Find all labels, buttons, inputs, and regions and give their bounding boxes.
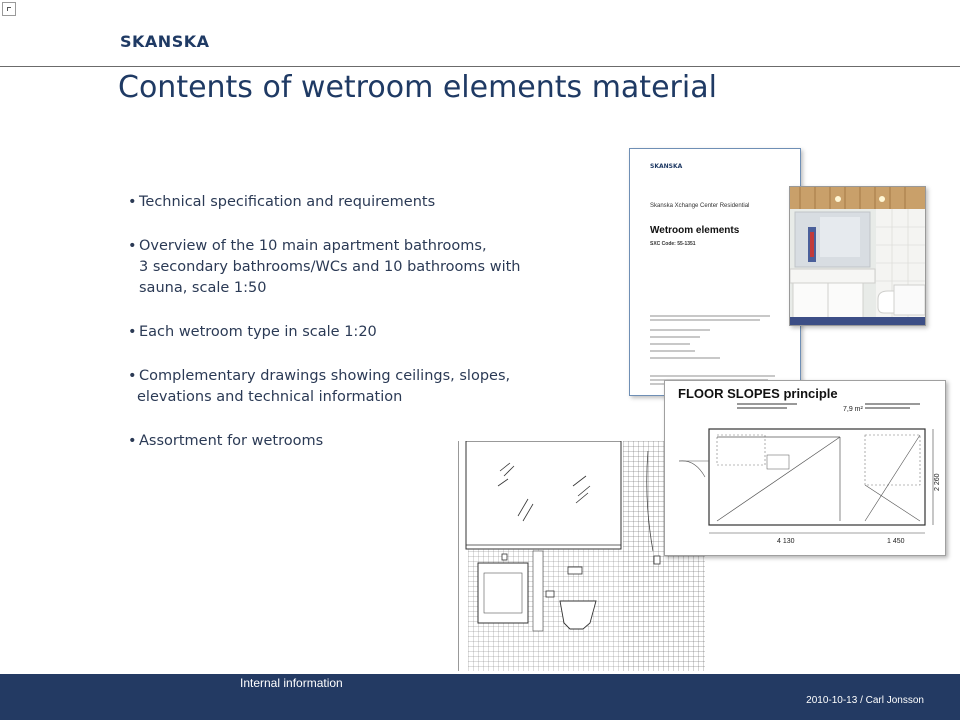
bullet-line: sauna, scale 1:50 (139, 280, 267, 296)
bullet-item (128, 322, 598, 343)
bullet-line: • Complementary drawings showing ceilings, slopes, (139, 368, 511, 384)
bullet-line: 3 secondary bathrooms/WCs and 10 bathrooms with (139, 259, 521, 275)
doc-text-line (650, 357, 720, 359)
doc-text-line (650, 375, 775, 377)
doc-text-line (650, 350, 695, 352)
plan-dim-side: 2 260 (934, 473, 941, 491)
doc-text-line (650, 343, 690, 345)
doc-text-line (650, 315, 770, 317)
skanska-logo: SKANSKA (120, 32, 210, 51)
bullet-line: • Technical specification and requirements (139, 194, 436, 210)
bathroom-photo (789, 186, 926, 326)
doc-text-line (650, 336, 700, 338)
doc-text-line (650, 319, 760, 321)
floor-plan-title: FLOOR SLOPES principle (678, 386, 838, 401)
doc-text-line (650, 329, 710, 331)
document-cover-thumbnail (629, 148, 801, 396)
footer-bar (0, 674, 960, 720)
corner-marker-icon (2, 2, 16, 16)
slide-title: Contents of wetroom elements material (118, 70, 717, 105)
plan-dim-bottom-1: 4 130 (777, 538, 795, 545)
footer-date-author: 2010-10-13 / Carl Jonsson (806, 695, 924, 706)
bullet-item (128, 366, 598, 408)
plan-area-label: 7,9 m² (843, 406, 863, 413)
bathroom-photo-illustration (790, 187, 925, 325)
doc-code: SXC Code: 55-1351 (650, 241, 696, 247)
bullet-line: elevations and technical information (137, 389, 403, 405)
floor-slopes-plan (664, 380, 946, 556)
footer-internal-label: Internal information (240, 676, 343, 690)
bullet-list (128, 192, 598, 475)
bullet-line: • Assortment for wetrooms (139, 433, 324, 449)
bullet-item (128, 192, 598, 213)
header-divider (0, 66, 960, 67)
bullet-line: • Each wetroom type in scale 1:20 (139, 324, 377, 340)
doc-logo: SKANSKA (650, 163, 683, 170)
doc-subtitle: Skanska Xchange Center Residential (650, 203, 750, 209)
bullet-item (128, 236, 598, 299)
bullet-line: • Overview of the 10 main apartment bathrooms, (139, 238, 487, 254)
doc-title: Wetroom elements (650, 225, 740, 236)
plan-dim-bottom-2: 1 450 (887, 538, 905, 545)
floor-plan-svg (665, 381, 945, 555)
